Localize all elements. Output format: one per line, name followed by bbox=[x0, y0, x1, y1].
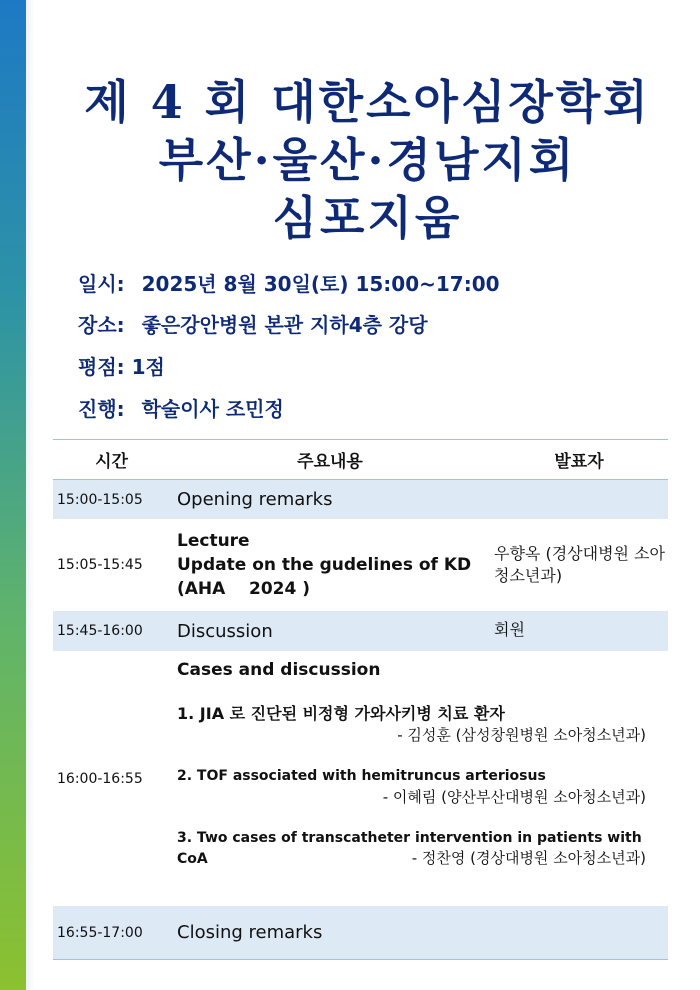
cases-heading: Cases and discussion bbox=[177, 660, 381, 680]
info-date-label: 일시: bbox=[78, 272, 125, 296]
info-place-value: 좋은강안병원 본관 지하4층 강당 bbox=[141, 313, 428, 337]
side-accent-bar bbox=[0, 0, 26, 990]
row-time: 15:00-15:05 bbox=[53, 480, 170, 520]
row-content: Closing remarks bbox=[170, 906, 490, 960]
title-line-1: 제 4 회 대한소아심장학회 bbox=[84, 75, 651, 129]
case-2-speaker: - 이혜림 (양산부산대병원 소아청소년과) bbox=[382, 788, 646, 806]
row-time: 16:55-17:00 bbox=[53, 906, 170, 960]
case-3-line-2 bbox=[177, 848, 668, 869]
row-time: 16:00-16:55 bbox=[53, 652, 170, 906]
header-time: 시간 bbox=[53, 440, 170, 480]
info-score-value: 1점 bbox=[131, 355, 165, 379]
case-3-title: 3. Two cases of transcatheter intervention in patients with bbox=[177, 830, 642, 846]
info-host bbox=[78, 395, 284, 423]
table-row bbox=[53, 652, 668, 906]
row-content: Discussion bbox=[170, 611, 490, 652]
side-accent-fade bbox=[26, 0, 34, 990]
header-speaker: 발표자 bbox=[490, 440, 668, 480]
lecture-title: Update on the gudelines of KD bbox=[177, 555, 472, 575]
cases-cell bbox=[170, 652, 668, 906]
row-speaker bbox=[490, 480, 668, 520]
row-speaker: 회원 bbox=[490, 611, 668, 652]
table-header-row bbox=[53, 440, 668, 480]
case-3-title-cont: CoA bbox=[177, 851, 208, 867]
table-row bbox=[53, 906, 668, 960]
info-date bbox=[78, 270, 500, 298]
row-content: Opening remarks bbox=[170, 480, 490, 520]
row-speaker: 우향옥 (경상대병원 소아청소년과) bbox=[490, 520, 668, 611]
schedule-table bbox=[53, 439, 668, 960]
lecture-label: Lecture bbox=[177, 531, 250, 551]
table-row bbox=[53, 520, 668, 611]
lecture-subtitle: (AHA 2024 ) bbox=[177, 579, 310, 599]
info-host-value: 학술이사 조민정 bbox=[141, 397, 284, 421]
info-date-value: 2025년 8월 30일(토) 15:00~17:00 bbox=[141, 272, 500, 296]
case-2-title: 2. TOF associated with hemitruncus arteriosus bbox=[177, 768, 546, 784]
info-place-label: 장소: bbox=[78, 313, 125, 337]
case-1-speaker: - 김성훈 (삼성창원병원 소아청소년과) bbox=[397, 726, 646, 744]
info-score bbox=[78, 353, 165, 381]
row-content bbox=[170, 520, 490, 611]
info-host-label: 진행: bbox=[78, 397, 125, 421]
title-line-3: 심포지움 bbox=[272, 191, 463, 245]
row-speaker bbox=[490, 906, 668, 960]
table-row bbox=[53, 611, 668, 652]
header-content: 주요내용 bbox=[170, 440, 490, 480]
info-place bbox=[78, 311, 428, 339]
title-line-2: 부산·울산·경남지회 bbox=[158, 133, 577, 187]
row-time: 15:45-16:00 bbox=[53, 611, 170, 652]
row-time: 15:05-15:45 bbox=[53, 520, 170, 611]
table-row bbox=[53, 480, 668, 520]
case-1-title: 1. JIA 로 진단된 비정형 가와사키병 치료 환자 bbox=[177, 704, 505, 723]
case-3-speaker: - 정찬영 (경상대병원 소아청소년과) bbox=[411, 849, 646, 867]
info-score-label: 평점: bbox=[78, 355, 125, 379]
